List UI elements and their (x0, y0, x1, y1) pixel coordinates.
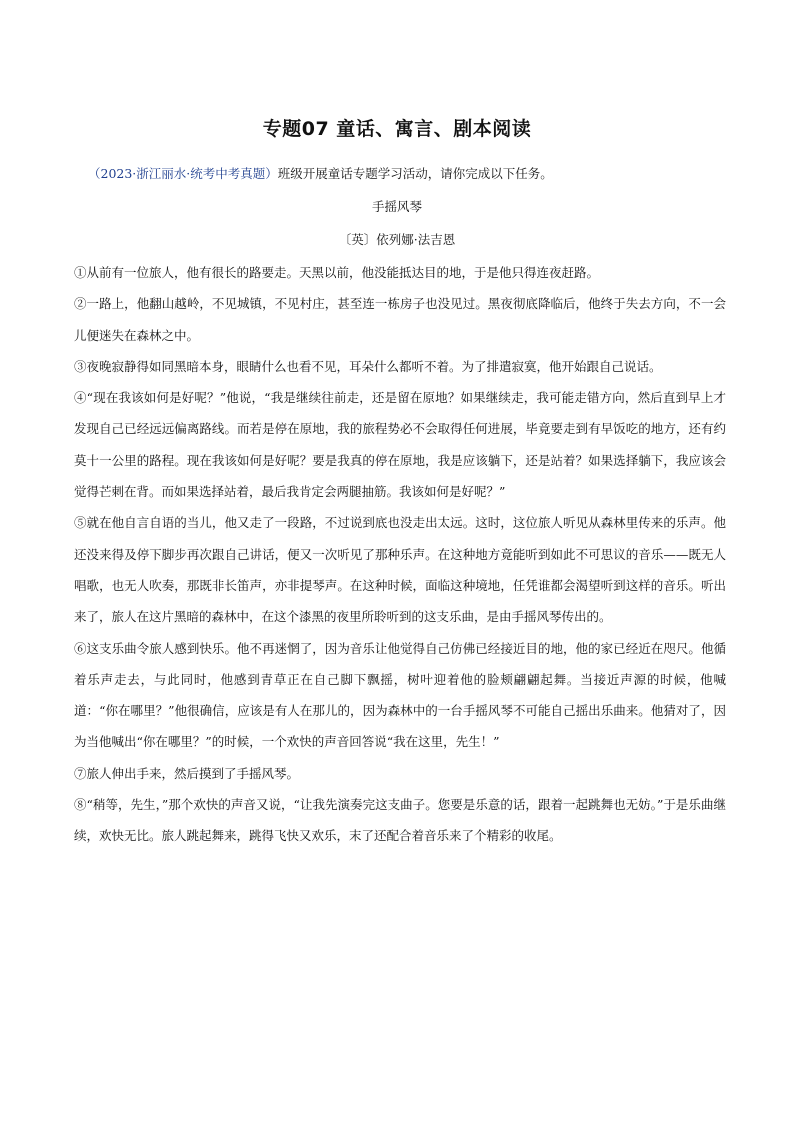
paragraph-1: ①从前有一位旅人，他有很长的路要走。天黑以前，他没能抵达目的地，于是他只得连夜赶路。 (74, 265, 600, 280)
task-intro (88, 164, 728, 184)
paragraph-7: ⑦旅人伸出手来，然后摸到了手摇风琴。 (74, 765, 300, 781)
page-title: 专题07 童话、寓言、剧本阅读 (262, 118, 532, 140)
story-title: 手摇风琴 (371, 199, 422, 214)
paragraph-4: ④“现在我该如何是好呢？”他说，“我是继续往前走，还是留在原地？如果继续走，我可能走错方向，然后直到早上才发现自己已经远远偏离路线。而若是停在原地，我的旅程势必不会取得任何进展，毕竟要走到有早饭吃的地方，还有约莫十一公里的路程。现在我该如何是好呢？要是我真的停在原地，我是应该躺下，还是站着？如果选择躺下，我应该会觉得芒刺在背。而如果选择站着，最后我肯定会两腿抽筋。我该如何是好呢？” (74, 390, 726, 500)
story-body (74, 257, 726, 852)
story-author: 〔英〕依列娜·法吉恩 (338, 232, 456, 247)
paragraph-5: ⑤就在他自言自语的当儿，他又走了一段路，不过说到底也没走出太远。这时，这位旅人听见从森林里传来的乐声。他还没来得及停下脚步再次跟自己讲话，便又一次听见了那种乐声。在这种地方竟能听到如此不可思议的音乐——既无人唱歌，也无人吹奏，那既非长笛声，亦非提琴声。在这种时候，面临这种境地，任凭谁都会渴望听到这样的音乐。听出来了，旅人在这片黑暗的森林中，在这个漆黑的夜里所聆听到的这支乐曲，是由手摇风琴传出的。 (74, 515, 726, 625)
paragraph-2: ②一路上，他翻山越岭，不见城镇，不见村庄，甚至连一栋房子也没见过。黑夜彻底降临后，他终于失去方向，不一会儿便迷失在森林之中。 (74, 296, 726, 343)
task-instruction: 班级开展童话专题学习活动，请你完成以下任务。 (277, 166, 553, 181)
question-source: （2023·浙江丽水·统考中考真题） (88, 166, 278, 181)
paragraph-8: ⑧“稍等，先生，”那个欢快的声音又说，“让我先演奏完这支曲子。您要是乐意的话，跟着一起跳舞也无妨。”于是乐曲继续，欢快无比。旅人跳起舞来，跳得飞快又欢乐，末了还配合着音乐来了个精彩的收尾。 (74, 797, 726, 844)
paragraph-3: ③夜晚寂静得如同黑暗本身，眼睛什么也看不见，耳朵什么都听不着。为了排遣寂寞，他开始跟自己说话。 (74, 358, 662, 374)
paragraph-6: ⑥这支乐曲令旅人感到快乐。他不再迷惘了，因为音乐让他觉得自己仿佛已经接近目的地，他的家已经近在咫尺。他循着乐声走去，与此同时，他感到青草正在自己脚下飘摇，树叶迎着他的脸颊翩翩起舞。当接近声源的时候，他喊道：“你在哪里？”他很确信，应该是有人在那儿的，因为森林中的一台手摇风琴不可能自己摇出乐曲来。他猜对了，因为当他喊出“你在哪里？”的时候，一个欢快的声音回答说“我在这里，先生！” (74, 640, 726, 750)
